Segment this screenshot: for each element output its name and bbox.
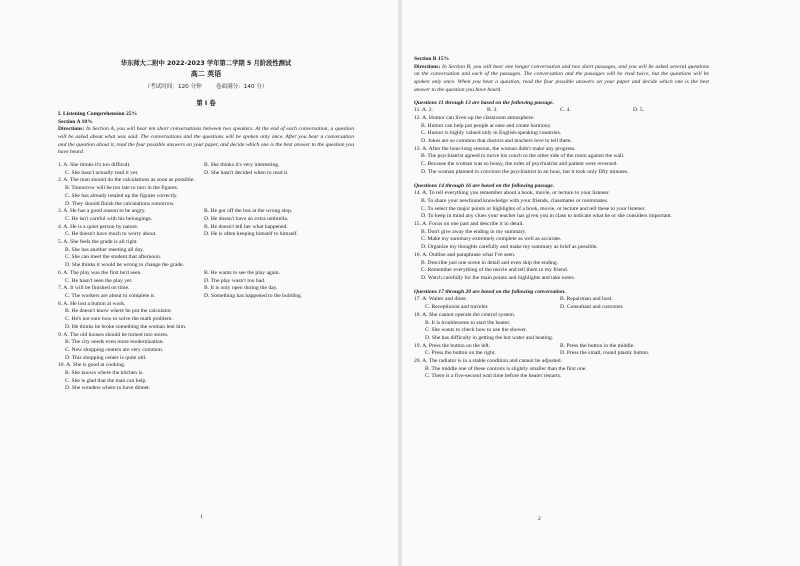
- option: B. Don't give away the ending in my summary.: [421, 228, 527, 235]
- option: B. The city needs even more modernization.: [65, 339, 164, 346]
- option: B. Humor can help put people at ease and create harmony.: [421, 122, 552, 129]
- option: B. To share your newfound knowledge with your friends, classmates or roommates.: [421, 197, 609, 204]
- option: D. To keep in mind any clues your teacher has given you in class to indicate what he or she considers important.: [421, 213, 673, 220]
- question-19: [414, 343, 709, 358]
- question-2: [58, 177, 354, 208]
- question-18: [414, 312, 709, 343]
- option: 4. A. He is a quiet person by nature.: [58, 223, 139, 230]
- option: C. She can meet the student that afternoon.: [65, 254, 162, 261]
- question-3: [58, 208, 354, 223]
- option: D. Something has happened to the building.: [204, 292, 303, 299]
- question-1: [58, 162, 354, 177]
- option: 13. A. After the hour-long session, the woman didn't make any progress.: [414, 145, 576, 152]
- option: B. The middle one of these controls is slightly smaller than the first one.: [425, 365, 587, 372]
- option: 6. A. The play was the first he'd seen.: [58, 269, 142, 276]
- exam-subject: 高二 英语: [190, 69, 222, 78]
- option: D. Press the small, round plastic button.: [560, 350, 650, 357]
- option: 18. A. She cannot operate the control system.: [414, 311, 516, 318]
- option: C. The workers are about to complete it.: [65, 292, 156, 299]
- option: B. She thinks it's very interesting.: [204, 162, 280, 169]
- question-20: [414, 358, 709, 381]
- option: C. Because the woman was so bossy, the roles of psychiatrist and patient were reversed.: [421, 161, 618, 168]
- page-2-content: [414, 56, 709, 381]
- group-heading-11-13: Questions 11 through 13 are based on the following passage.: [414, 99, 554, 106]
- directions-label: Directions:: [414, 63, 441, 70]
- option: 7. A. It will be finished on time.: [58, 285, 130, 292]
- question-10: [58, 362, 354, 393]
- option: D. She thinks it would be wrong to change the grade.: [65, 262, 184, 269]
- question-13: [414, 146, 709, 177]
- option: 20. A. The radiator is in a stable condition and cannot be adjusted.: [414, 358, 562, 365]
- option: 19. A. Press the button on the left.: [414, 342, 491, 349]
- full-score: 卷面满分：140 分）: [215, 84, 268, 91]
- option: 9. A. The old houses should be turned into stores.: [58, 331, 169, 338]
- option: C. She wants to check how to use the shower.: [425, 327, 528, 334]
- option: D. Organize my thoughts carefully and make my summary as brief as possible.: [421, 244, 598, 251]
- option: B. She knows where the kitchen is.: [65, 370, 144, 377]
- question-16: [414, 252, 709, 283]
- option: C. Make my summary extremely complete as well as accurate.: [421, 236, 562, 243]
- option: 2. A. The man should do the calculations as soon as possible.: [58, 177, 195, 184]
- option: 16. A. Outline and paraphrase what I've seen.: [414, 251, 516, 258]
- option: B. Repairman and host.: [560, 296, 613, 303]
- option: D. The play wasn't too bad.: [204, 277, 266, 284]
- question-17: [414, 296, 709, 311]
- option: C. He's not sure how to solve the math problem.: [65, 316, 173, 323]
- directions-text: In Section B, you will hear one longer conversation and two short passages, and you will be asked several questions on the conversation and each of the passages. The conversation and the passages will be read twice, but the questions will be spoken only once. When you hear a question, read the four possible answers on your paper and decide which one is the best answer to the question you have heard.: [414, 63, 709, 93]
- section-a-directions: [58, 126, 354, 157]
- option: B. He got off the bus at the wrong stop.: [204, 208, 293, 215]
- option: B. Describe just one scene in detail and even skip the ending.: [421, 259, 559, 266]
- option: C. He hasn't seen the play yet.: [65, 277, 133, 284]
- option: C. Press the button on the right.: [425, 350, 496, 357]
- page-number: 2: [538, 516, 541, 522]
- option: C. She has already totaled up the figures correctly.: [65, 192, 178, 199]
- option: D. This shopping center is quite old.: [65, 354, 147, 361]
- option: B. He doesn't know where he put the calculator.: [65, 308, 172, 315]
- directions-label: Directions:: [58, 126, 85, 133]
- group-heading-14-16: Questions 14 through 16 are based on the following passage.: [414, 182, 555, 189]
- question-9: [58, 332, 354, 363]
- option: B. It is troublesome to start the heater.: [425, 319, 511, 326]
- option: D. Jokes are so common that doctors and teachers love to tell them.: [421, 138, 572, 145]
- option: B. The psychiatrist agreed to move his couch to the other side of the room against the wall.: [421, 153, 625, 160]
- option: B. It is only open during the day.: [204, 285, 278, 292]
- option: D. Watch carefully for the main points and highlights and take notes.: [421, 274, 576, 281]
- option: D. He thinks he broke something the woman lent him.: [65, 323, 187, 330]
- option: 14. A. To tell everything you remember about a book, movie, or lecture to your listener.: [414, 190, 610, 197]
- option: B. 3.: [487, 107, 498, 114]
- question-4: [58, 224, 354, 239]
- page-1: [0, 0, 398, 566]
- option: D. She hasn't decided when to read it.: [204, 169, 289, 176]
- option: C. He isn't careful with his belongings.: [65, 215, 153, 222]
- section-b-directions: [414, 64, 709, 95]
- page-number: 1: [200, 514, 203, 520]
- option: C. Receptionist and traveler.: [425, 304, 489, 311]
- section-a-heading: Section A 10%: [58, 118, 93, 125]
- exam-meta: [58, 84, 354, 92]
- question-12: [414, 115, 709, 146]
- part-heading: I. Listening Comprehension 25%: [58, 110, 138, 117]
- option: 3. A. He has a good reason to be angry.: [58, 208, 146, 215]
- section-b-heading: Section B 15%: [414, 56, 450, 62]
- question-11: [414, 107, 709, 115]
- option: C. She is glad that the man can help.: [65, 377, 147, 384]
- option: C. He doesn't have much to worry about.: [65, 231, 157, 238]
- option: C. Humor is highly valued only in English-speaking countries.: [421, 130, 562, 137]
- option: B. She has another meeting all day.: [65, 246, 144, 253]
- group-heading-17-20: Questions 17 through 20 are based on the following conversation.: [414, 288, 566, 295]
- exam-time: （考试时间：120 分钟: [144, 84, 202, 91]
- option: 10. A. She is good at cooking.: [58, 362, 126, 369]
- option: C. To select the major points or highlights of a book, movie, or lecture and tell these to your listener.: [421, 205, 646, 212]
- question-list: [58, 162, 354, 393]
- option: B. He doesn't tell her what happened.: [204, 223, 288, 230]
- option: C. New shopping centers are very common.: [65, 346, 164, 353]
- option: D. She has difficulty in getting the hot water and heating.: [425, 334, 554, 341]
- page-2: [402, 0, 800, 566]
- option: C. There is a five-second wait time before the heater restarts.: [425, 373, 562, 380]
- directions-text: In Section A, you will hear ten short conversations between two speakers. At the end of each conversation, a question will be asked about what was said. The conversations and the questions will be spoken only once. After you hear a conversation and the question about it, read the four possible answers on your paper, and decide which one is the best answer to the question you have heard.: [58, 126, 354, 156]
- option: 11. A. 2.: [414, 107, 433, 114]
- option: 5. A. She feels the grade is all right.: [58, 239, 139, 246]
- option: D. The woman planned to convince the psychiatrist in an hour, but it took only fifty minutes.: [421, 168, 629, 175]
- volume-heading: 第 I 卷: [196, 100, 216, 108]
- option: C. 4.: [560, 107, 571, 114]
- exam-title: 华东师大二附中 2022-2023 学年第二学期 5 月阶段性测试: [120, 60, 292, 67]
- question-5: [58, 239, 354, 270]
- page-1-content: [58, 60, 354, 393]
- option: D. She wonders where to have dinner.: [65, 385, 151, 392]
- question-15: [414, 221, 709, 252]
- question-8: [58, 301, 354, 332]
- option: 17. A. Waiter and diner.: [414, 296, 468, 303]
- question-6: [58, 270, 354, 285]
- option: C. Remember everything of the movie and tell them to my friend.: [421, 267, 569, 274]
- option: D. Consultant and customer.: [560, 304, 624, 311]
- option: D. He doesn't have an extra umbrella.: [204, 215, 289, 222]
- option: 12. A. Humor can liven up the classroom atmosphere.: [414, 114, 535, 121]
- option: 15. A. Focus on one part and describe it in detail.: [414, 221, 524, 228]
- option: B. Tomorrow will be too late to turn in the figures.: [65, 185, 179, 192]
- question-7: [58, 285, 354, 300]
- option: D. 5.: [633, 107, 645, 114]
- option: B. Press the button in the middle.: [560, 342, 635, 349]
- option: C. She hasn't actually read it yet.: [65, 169, 139, 176]
- option: D. He is often keeping himself to himself.: [204, 231, 298, 238]
- option: D. They should finish the calculations tomorrow.: [65, 200, 175, 207]
- question-14: [414, 190, 709, 221]
- option: 1. A. She thinks it's too difficult.: [58, 162, 131, 169]
- option: 8. A. He lost a button at work.: [58, 300, 126, 307]
- option: B. He wants to see the play again.: [204, 269, 280, 276]
